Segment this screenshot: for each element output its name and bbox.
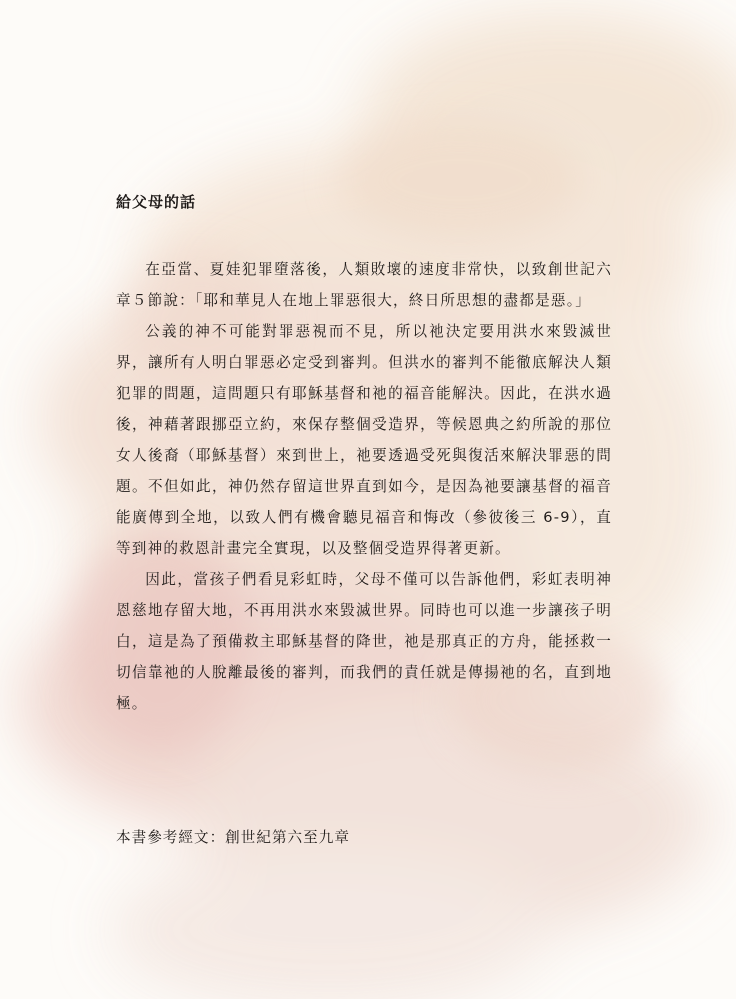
scripture-reference: 本書參考經文：創世紀第六至九章 bbox=[116, 829, 350, 846]
paragraph-1: 在亞當、夏娃犯罪墮落後，人類敗壞的速度非常快，以致創世記六章５節說：「耶和華見人在地上罪惡很大，終日所思想的盡都是惡。」 bbox=[116, 261, 612, 309]
paragraph-3: 因此，當孩子們看見彩虹時，父母不僅可以告訴他們，彩虹表明神恩慈地存留大地，不再用洪水來毀滅世界。同時也可以進一步讓孩子明白，這是為了預備救主耶穌基督的降世，祂是那真正的方舟，能拯救一切信靠祂的人脫離最後的審判，而我們的責任就是傳揚祂的名，直到地極。 bbox=[116, 571, 612, 712]
section-title: 給父母的話 bbox=[116, 193, 197, 211]
body-text bbox=[116, 254, 612, 719]
paragraph-2: 公義的神不可能對罪惡視而不見，所以祂決定要用洪水來毀滅世界，讓所有人明白罪惡必定受到審判。但洪水的審判不能徹底解決人類犯罪的問題，這問題只有耶穌基督和祂的福音能解決。因此，在洪水過後，神藉著跟挪亞立約，來保存整個受造界，等候恩典之約所說的那位女人後裔（耶穌基督）來到世上，祂要透過受死與復活來解決罪惡的問題。不但如此，神仍然存留這世界直到如今，是因為祂要讓基督的福音能廣傳到全地，以致人們有機會聽見福音和悔改（參彼後三 6-9），直等到神的救恩計畫完全實現，以及整個受造界得著更新。 bbox=[116, 323, 612, 557]
